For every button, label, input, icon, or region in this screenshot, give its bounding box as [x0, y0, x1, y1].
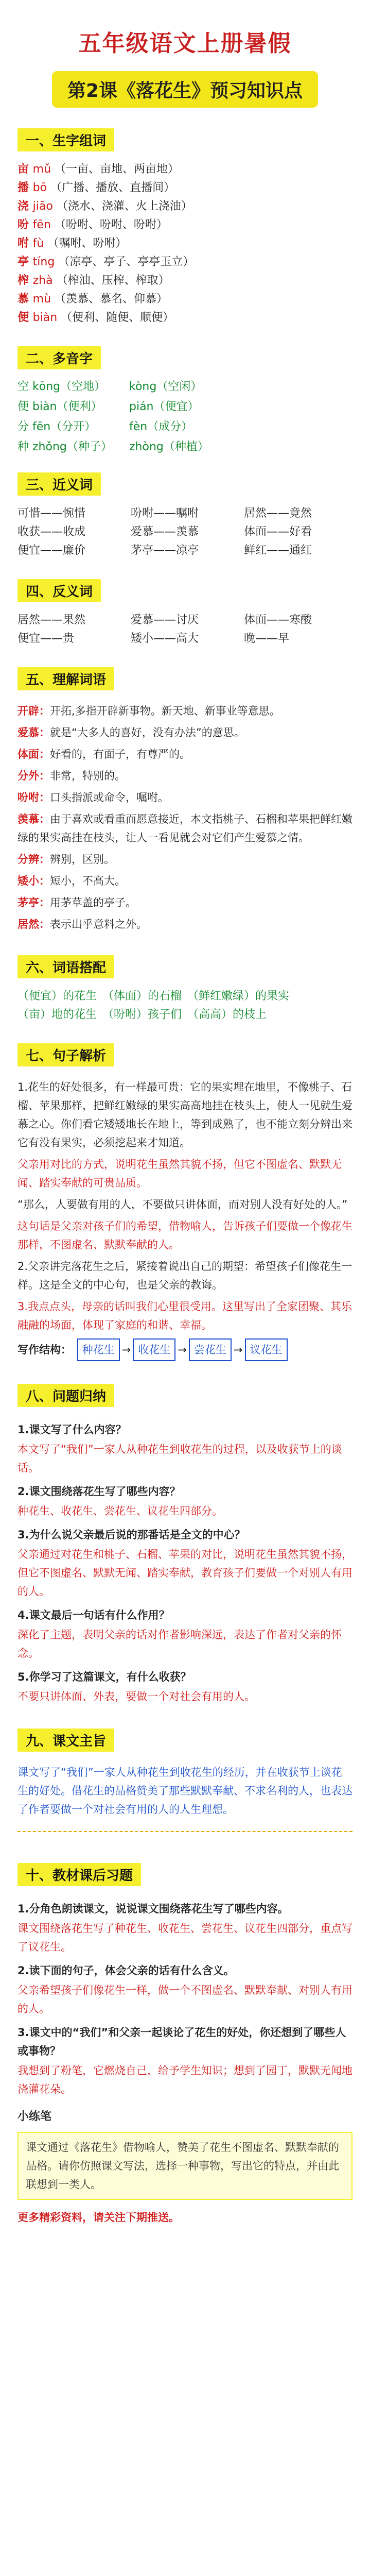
analysis-paragraph: 2.父亲讲完落花生之后，紧接着说出自己的期望：希望孩子们像花生一样。这是全文的中心句，也是父亲的教诲。 — [17, 1260, 353, 1291]
section-title: 五、理解词语 — [17, 667, 114, 690]
qa-question: 1.课文写了什么内容？ — [17, 1423, 127, 1436]
qa-question: 5.你学习了这篇课文，有什么收获？ — [17, 1671, 191, 1683]
synonym-row — [17, 523, 353, 541]
tip-title: 小练笔 — [17, 2110, 52, 2123]
vocab-char: 便 — [17, 311, 33, 324]
vocab-row — [17, 291, 353, 308]
structure-arrow: → — [178, 1344, 187, 1356]
tip-box: 课文通过《落花生》借物喻人，赞美了花生不图虚名、默默奉献的品格。请你仿照课文写法，选择一种事物，写出它的特点，并由此联想到一类人。 — [17, 2132, 353, 2200]
collocation-list — [17, 988, 353, 1024]
lesson-title: 第2课《落花生》预习知识点 — [52, 71, 318, 108]
theme-text: 课文写了“我们”一家人从种花生到收花生的经历，并在收获节上谈花生的好处。借花生的品格赞美了那些默默奉献、不求名利的人，也表达了作者要做一个对社会有用的人的人生理想。 — [17, 1766, 353, 1816]
section-title: 八、问题归纳 — [17, 1384, 114, 1407]
divider — [17, 1831, 353, 1832]
qa-question: 4.课文最后一句话有什么作用？ — [17, 1609, 170, 1621]
vocab-char: 亩 — [17, 163, 33, 176]
qa-question: 2.课文围绕落花生写了哪些内容？ — [17, 1485, 181, 1498]
polyphone-item: pián（便宜） — [129, 400, 199, 413]
sentence-analysis — [17, 1078, 353, 1334]
polyphone-item — [241, 398, 353, 414]
exercise-question: 1.分角色朗读课文，说说课文围绕落花生写了哪些内容。 — [17, 1903, 289, 1915]
structure-arrow: → — [121, 1344, 131, 1356]
word-def: 表示出乎意料之外。 — [50, 918, 147, 930]
vocab-char: 亭 — [17, 256, 33, 268]
synonym-item: 鲜红——通红 — [244, 544, 312, 557]
analysis-paragraph: “那么，人要做有用的人，不要做只讲体面，而对别人没有好处的人。” — [17, 1198, 348, 1211]
word-meaning-list — [17, 702, 353, 934]
structure-arrow: → — [233, 1344, 243, 1356]
word-def: 好看的，有面子，有尊严的。 — [50, 748, 190, 760]
word-meaning — [17, 850, 353, 869]
vocab-row — [17, 253, 353, 271]
qa-answer: 本文写了“我们”一家人从种花生到收花生的过程，以及收获节上的谈话。 — [17, 1443, 342, 1474]
vocab-words: （一亩、亩地、两亩地） — [55, 163, 180, 176]
section-title: 三、近义词 — [17, 472, 101, 496]
collocation-row: （亩）地的花生 （吩咐）孩子们 （高高）的枝上 — [17, 1008, 267, 1021]
vocab-row — [17, 198, 353, 215]
vocab-char: 榨 — [17, 274, 33, 287]
synonym-item: 茅亭——凉亭 — [131, 544, 199, 557]
synonym-item: 体面——好看 — [244, 526, 312, 538]
vocab-pinyin: fēn — [32, 218, 55, 231]
synonym-item: 便宜——廉价 — [17, 544, 86, 557]
word-term: 矮小： — [17, 875, 50, 887]
vocab-row — [17, 235, 353, 252]
antonym-row — [17, 630, 353, 648]
vocab-pinyin: bō — [32, 181, 51, 194]
qa-answer: 父亲通过对花生和桃子、石榴、苹果的对比，说明花生虽然其貌不扬，但它不图虚名、默默无闻、踏实奉献，教育孩子们要做一个对别人有用的人。 — [17, 1548, 353, 1598]
word-meaning — [17, 915, 353, 934]
vocab-words: （凉亭、亭子、亭亭玉立） — [58, 256, 195, 268]
word-def: 短小，不高大。 — [50, 875, 126, 887]
vocab-char: 浇 — [17, 200, 33, 213]
synonym-row — [17, 505, 353, 522]
vocab-words: （浇水、浇灌、火上浇油） — [56, 200, 192, 213]
antonym-row — [17, 612, 353, 629]
synonym-item: 爱慕——羡慕 — [131, 526, 199, 538]
polyphone-item — [241, 378, 353, 394]
antonym-list — [17, 612, 353, 648]
synonym-item: 居然——竟然 — [244, 507, 312, 520]
antonym-item: 晚——早 — [244, 632, 290, 645]
word-def: 开拓,多指开辟新事物。新天地、新事业等意思。 — [50, 705, 280, 717]
exercise-answer: 课文围绕落花生写了种花生、收花生、尝花生、议花生四部分，重点写了议花生。 — [17, 1922, 353, 1953]
synonym-item: 可惜——惋惜 — [17, 507, 86, 520]
vocab-row — [17, 272, 353, 290]
synonym-list — [17, 505, 353, 560]
word-meaning — [17, 788, 353, 807]
synonym-item: 收获——收成 — [17, 526, 86, 538]
vocab-row — [17, 216, 353, 234]
qa-answer: 深化了主题，表明父亲的话对作者影响深远，表达了作者对父亲的怀念。 — [17, 1629, 342, 1659]
analysis-paragraph: 3.我点点头，母亲的话叫我们心里很受用。这里写出了全家团聚、其乐融融的场面，体现了家庭的和谐、幸福。 — [17, 1300, 353, 1331]
polyphone-item: 分 fēn（分开） — [17, 420, 96, 433]
word-def: 辨别，区别。 — [50, 853, 115, 866]
structure-item: 收花生 — [133, 1338, 175, 1361]
word-term: 吩咐： — [17, 791, 50, 804]
word-meaning — [17, 745, 353, 764]
vocab-words: （便利、随便、顺便） — [61, 311, 174, 324]
qa-answer: 种花生、收花生、尝花生、议花生四部分。 — [17, 1505, 223, 1517]
structure-item: 议花生 — [245, 1338, 288, 1361]
word-term: 羡慕： — [17, 813, 50, 825]
exercise-question: 2.读下面的句子，体会父亲的话有什么含义。 — [17, 1964, 235, 1977]
polyphone-item — [241, 438, 353, 454]
vocab-char: 慕 — [17, 293, 33, 306]
antonym-item: 爱慕——讨厌 — [131, 614, 199, 626]
antonym-item: 居然——果然 — [17, 614, 86, 626]
antonym-item: 体面——寒酸 — [244, 614, 312, 626]
word-meaning — [17, 810, 353, 847]
polyphone-item — [241, 418, 353, 434]
content — [0, 108, 370, 2227]
word-term: 分辨： — [17, 853, 50, 866]
word-meaning — [17, 872, 353, 890]
antonym-item: 便宜——贵 — [17, 632, 75, 645]
word-def: 口头指派或命令，嘱咐。 — [50, 791, 169, 804]
polyphone-item: 空 kōng（空地） — [17, 380, 106, 393]
word-meaning — [17, 702, 353, 720]
analysis-paragraph: 父亲用对比的方式，说明花生虽然其貌不扬，但它不图虚名、默默无闻、踏实奉献的可贵品质。 — [17, 1158, 342, 1189]
header — [0, 0, 370, 108]
structure-items — [75, 1344, 290, 1356]
antonym-item: 矮小——高大 — [131, 632, 199, 645]
vocab-pinyin: mǔ — [32, 163, 55, 176]
vocab-row — [17, 309, 353, 327]
word-term: 分外： — [17, 770, 50, 782]
qa-list — [17, 1420, 353, 1706]
vocab-words: （羡慕、慕名、仰慕） — [55, 293, 168, 306]
vocab-list — [17, 161, 353, 327]
qa-question: 3.为什么说父亲最后说的那番话是全文的中心？ — [17, 1529, 245, 1541]
vocab-pinyin: fù — [32, 237, 48, 250]
polyphone-item: fèn（成分） — [129, 420, 193, 433]
word-term: 体面： — [17, 748, 50, 760]
vocab-char: 吩 — [17, 218, 33, 231]
structure-row — [17, 1338, 353, 1361]
exercise-list — [17, 1900, 353, 2098]
page-title: 五年级语文上册暑假 — [78, 30, 292, 57]
collocation-row: （便宜）的花生 （体面）的石榴 （鲜红嫩绿）的果实 — [17, 990, 290, 1003]
word-term: 爱慕： — [17, 726, 50, 739]
word-meaning — [17, 723, 353, 742]
polyphone-item: 种 zhǒng（种子） — [17, 440, 112, 453]
vocab-pinyin: zhà — [32, 274, 57, 287]
section-title: 十、教材课后习题 — [17, 1863, 141, 1886]
word-term: 茅亭： — [17, 896, 50, 909]
word-def: 非常，特别的。 — [50, 770, 126, 782]
word-meaning — [17, 767, 353, 785]
analysis-paragraph: 1.花生的好处很多，有一样最可贵：它的果实埋在地里，不像桃子、石榴、苹果那样，把鲜红嫩绿的果实高高地挂在枝头上，使人一见就生爱慕之心。你们看它矮矮地长在地上，等到成熟了，也不能立刻分辨出来它有没有果实，必须挖起来才知道。 — [17, 1081, 353, 1149]
structure-item: 种花生 — [77, 1338, 120, 1361]
vocab-words: （榨油、压榨、榨取） — [56, 274, 170, 287]
vocab-char: 播 — [17, 181, 33, 194]
vocab-row — [17, 161, 353, 178]
word-def: 由于喜欢或看重而愿意接近，本文指桃子、石榴和苹果把鲜红嫩绿的果实高挂在枝头，让人一看见就会对它们产生爱慕之情。 — [17, 813, 353, 844]
word-term: 开辟： — [17, 705, 50, 717]
structure-item: 尝花生 — [189, 1338, 232, 1361]
vocab-row — [17, 179, 353, 197]
section-title: 六、词语搭配 — [17, 955, 114, 978]
polyphone-grid — [17, 378, 353, 454]
structure-label: 写作结构： — [17, 1344, 72, 1356]
synonym-item: 吩咐——嘱咐 — [131, 507, 199, 520]
section-title: 七、句子解析 — [17, 1043, 114, 1066]
vocab-pinyin: jiāo — [32, 200, 57, 213]
word-term: 居然： — [17, 918, 50, 930]
qa-answer: 不要只讲体面、外表，要做一个对社会有用的人。 — [17, 1690, 255, 1703]
exercise-question: 3.课文中的“我们”和父亲一起谈论了花生的好处，你还想到了哪些人或事物？ — [17, 2026, 346, 2057]
section-title: 四、反义词 — [17, 579, 101, 602]
synonym-row — [17, 542, 353, 560]
section-title: 九、课文主旨 — [17, 1728, 114, 1752]
exercise-answer: 我想到了粉笔，它燃烧自己，给予学生知识；想到了园丁，默默无闻地浇灌花朵。 — [17, 2064, 353, 2095]
exercise-answer: 父亲希望孩子们像花生一样，做一个不图虚名、默默奉献、对别人有用的人。 — [17, 1984, 353, 2015]
section-title: 二、多音字 — [17, 346, 101, 369]
word-def: 用茅草盖的亭子。 — [50, 896, 136, 909]
word-def: 就是“大多人的喜好，没有办法”的意思。 — [50, 726, 245, 739]
vocab-pinyin: tíng — [32, 256, 59, 268]
vocab-pinyin: mù — [32, 293, 55, 306]
word-meaning — [17, 893, 353, 912]
vocab-words: （吩咐、吩咐、吩咐） — [54, 218, 168, 231]
polyphone-item: kòng（空闲） — [129, 380, 202, 393]
section-title: 一、生字组词 — [17, 128, 114, 151]
vocab-char: 咐 — [17, 237, 33, 250]
vocab-words: （广播、播放、直播间） — [50, 181, 175, 194]
ending-text: 更多精彩资料，请关注下期推送。 — [17, 2211, 180, 2224]
polyphone-item: 便 biàn（便利） — [17, 400, 102, 413]
analysis-paragraph: 这句话是父亲对孩子们的希望，借物喻人，告诉孩子们要做一个像花生那样，不图虚名、默默奉献的人。 — [17, 1220, 353, 1251]
vocab-pinyin: biàn — [32, 311, 61, 324]
vocab-words: （嘱咐、吩咐） — [47, 237, 127, 250]
polyphone-item: zhòng（种植） — [129, 440, 209, 453]
